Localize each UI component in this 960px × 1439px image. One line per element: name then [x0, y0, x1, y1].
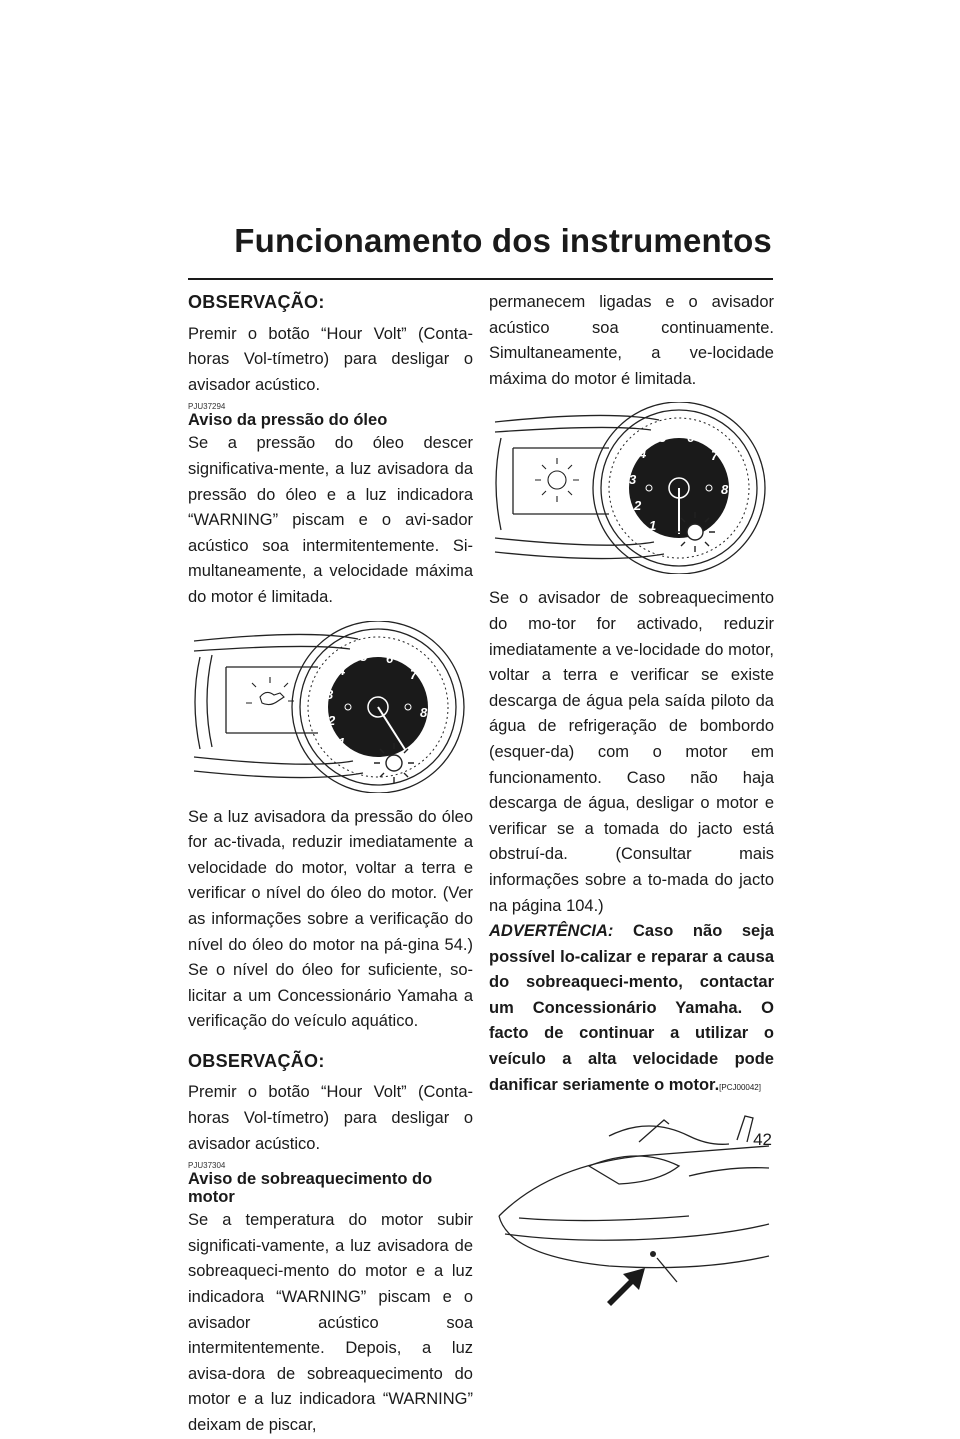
- warning-paragraph: [489, 919, 774, 1100]
- gauge-tick-label: 7: [711, 448, 719, 464]
- overheat-action-text: Se o avisador de sobreaquecimento do mo-tor for activado, reduzir imediatamente a ve-locidade do motor, voltar a terra e verificar se existe descarga de água pela saída piloto da água de refrigeração de bombordo (esquer-da) com o motor em funcionamento. Caso não haja descarga de água, desligar o motor e verificar se a tomada do jacto está obstruí-da. (Consultar mais informações sobre a to-mada do jacto na página 104.): [489, 589, 774, 915]
- engine-overheat-light-icon: [535, 458, 579, 502]
- warning-label: ADVERTÊNCIA:: [489, 922, 614, 941]
- section-code: PJU37294: [188, 402, 226, 412]
- section-heading-overheat: Aviso de sobreaquecimento do motor: [188, 1170, 433, 1207]
- gauge-tick-label: 1: [338, 734, 346, 750]
- right-column: [489, 290, 774, 1323]
- oil-pressure-action-text: Se a luz avisadora da pressão do óleo for ac-tivada, reduzir imediatamente a velocidade do motor, voltar a terra e verificar o nível do óleo do motor. (Ver as informações sobre a verificação do nível do óleo do motor na pá-gina 54.) Se o nível do óleo for suficiente, so-licitar a um Concessionário Yamaha a verificação do veículo aquático.: [188, 807, 473, 1031]
- section-code: PJU37304: [188, 1161, 226, 1171]
- gauge-tick-label: 3: [629, 472, 637, 488]
- warning-code: [PCJ00042]: [719, 1082, 761, 1092]
- gauge-tick-label: 4: [639, 446, 647, 462]
- arrow-icon: [607, 1268, 645, 1306]
- gauge-tick-label: 2: [634, 498, 642, 514]
- page-number: 42: [753, 1130, 772, 1149]
- note-heading: OBSERVAÇÃO:: [188, 1050, 325, 1071]
- gauge-tick-label: 7: [410, 666, 418, 682]
- watercraft-illustration: [489, 1106, 774, 1311]
- gauge-tick-label: 5: [360, 648, 368, 664]
- gauge-tick-label: 6: [386, 650, 394, 666]
- note-text: Premir o botão “Hour Volt” (Conta-horas Vol-tímetro) para desligar o avisador acústico.: [188, 1083, 473, 1153]
- gauge-tick-label: 3: [326, 686, 334, 702]
- gauge-tick-label: 6: [687, 430, 695, 446]
- header-rule: [188, 278, 773, 280]
- gauge-tick-label: 2: [328, 712, 336, 728]
- overheat-text: Se a temperatura do motor subir significati-vamente, a luz avisadora de sobreaqueci-mento do motor e a luz indicadora “WARNING” piscam e o avisador acústico soa intermitentemente. Depois, a luz avisa-dora de sobreaquecimento do motor e a luz indicadora “WARNING” deixam de piscar,: [188, 1211, 473, 1434]
- left-column: [188, 290, 473, 1439]
- page-header-title: Funcionamento dos instrumentos: [234, 222, 772, 259]
- warning-text: Caso não seja possível lo-calizar e reparar a causa do sobreaqueci-mento, contactar um Concessionário Yamaha. O facto de continuar a utilizar o veículo a alta velocidade pode danificar seriamente o motor.: [489, 922, 774, 1094]
- section-heading-oil-pressure: Aviso da pressão do óleo: [188, 411, 388, 430]
- note-heading: OBSERVAÇÃO:: [188, 292, 325, 312]
- gauge-tick-label: 4: [338, 662, 346, 678]
- oil-warning-light-icon: [246, 677, 294, 705]
- gauge-tick-label: 5: [659, 430, 667, 446]
- gauge-tick-label: 8: [721, 482, 729, 498]
- overheat-gauge-illustration: [489, 402, 774, 574]
- oil-pressure-gauge-illustration: [188, 621, 473, 793]
- gauge-tick-label: 8: [420, 704, 428, 720]
- warning-light-burst-icon: [675, 512, 715, 552]
- note-text: Premir o botão “Hour Volt” (Conta-horas Vol-tímetro) para desligar o avisador acústico.: [188, 324, 473, 394]
- gauge-tick-label: 1: [649, 518, 657, 534]
- overheat-continued-text: permanecem ligadas e o avisador acústico soa continuamente. Simultaneamente, a ve-locidade máxima do motor é limitada.: [489, 293, 774, 388]
- oil-pressure-text: Se a pressão do óleo descer significativa-mente, a luz avisadora da pressão do óleo e a luz indicadora “WARNING” piscam e o avi-sador acústico soa intermitentemente. Si-multaneamente, a velocidade máxima do motor é limitada.: [188, 434, 473, 606]
